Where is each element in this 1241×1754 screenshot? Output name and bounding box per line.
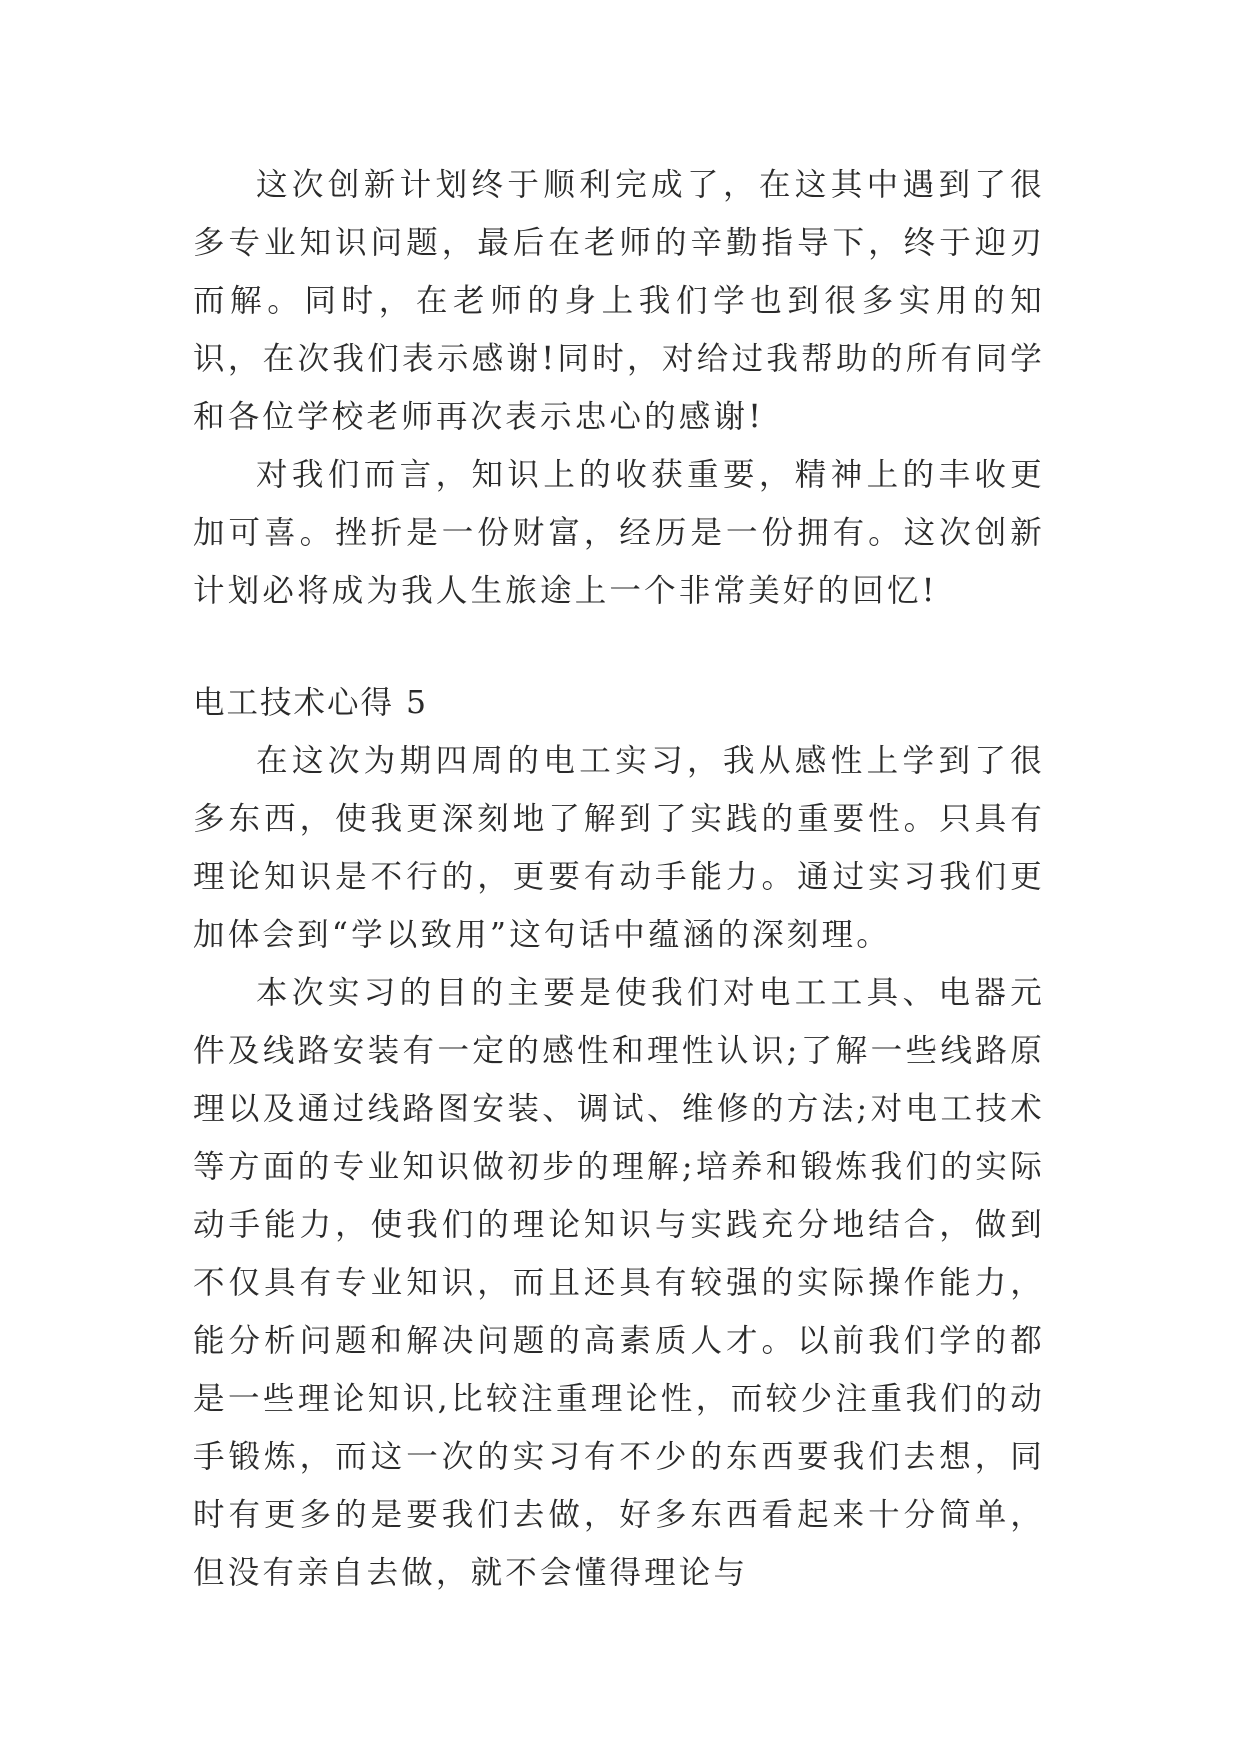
paragraph: 对我们而言，知识上的收获重要，精神上的丰收更加可喜。挫折是一份财富，经历是一份拥有。这次创新计划必将成为我人生旅途上一个非常美好的回忆!	[193, 457, 1045, 609]
section-essay-5	[193, 674, 1045, 1602]
section-previous-essay	[193, 156, 1045, 620]
paragraph: 本次实习的目的主要是使我们对电工工具、电器元件及线路安装有一定的感性和理性认识;了解一些线路原理以及通过线路图安装、调试、维修的方法;对电工技术等方面的专业知识做初步的理解;培养和锻炼我们的实际动手能力，使我们的理论知识与实践充分地结合，做到不仅具有专业知识，而且还具有较强的实际操作能力，能分析问题和解决问题的高素质人才。以前我们学的都是一些理论知识,比较注重理论性，而较少注重我们的动手锻炼，而这一次的实习有不少的东西要我们去想，同时有更多的是要我们去做，好多东西看起来十分简单，但没有亲自去做，就不会懂得理论与	[193, 975, 1045, 1591]
paragraph: 这次创新计划终于顺利完成了，在这其中遇到了很多专业知识问题，最后在老师的辛勤指导下，终于迎刃而解。同时，在老师的身上我们学也到很多实用的知识，在次我们表示感谢!同时，对给过我帮助的所有同学和各位学校老师再次表示忠心的感谢!	[193, 167, 1045, 435]
section-heading: 电工技术心得 5	[193, 685, 429, 721]
paragraph: 在这次为期四周的电工实习，我从感性上学到了很多东西，使我更深刻地了解到了实践的重要性。只具有理论知识是不行的，更要有动手能力。通过实习我们更加体会到“学以致用”这句话中蕴涵的深刻理。	[193, 743, 1045, 953]
